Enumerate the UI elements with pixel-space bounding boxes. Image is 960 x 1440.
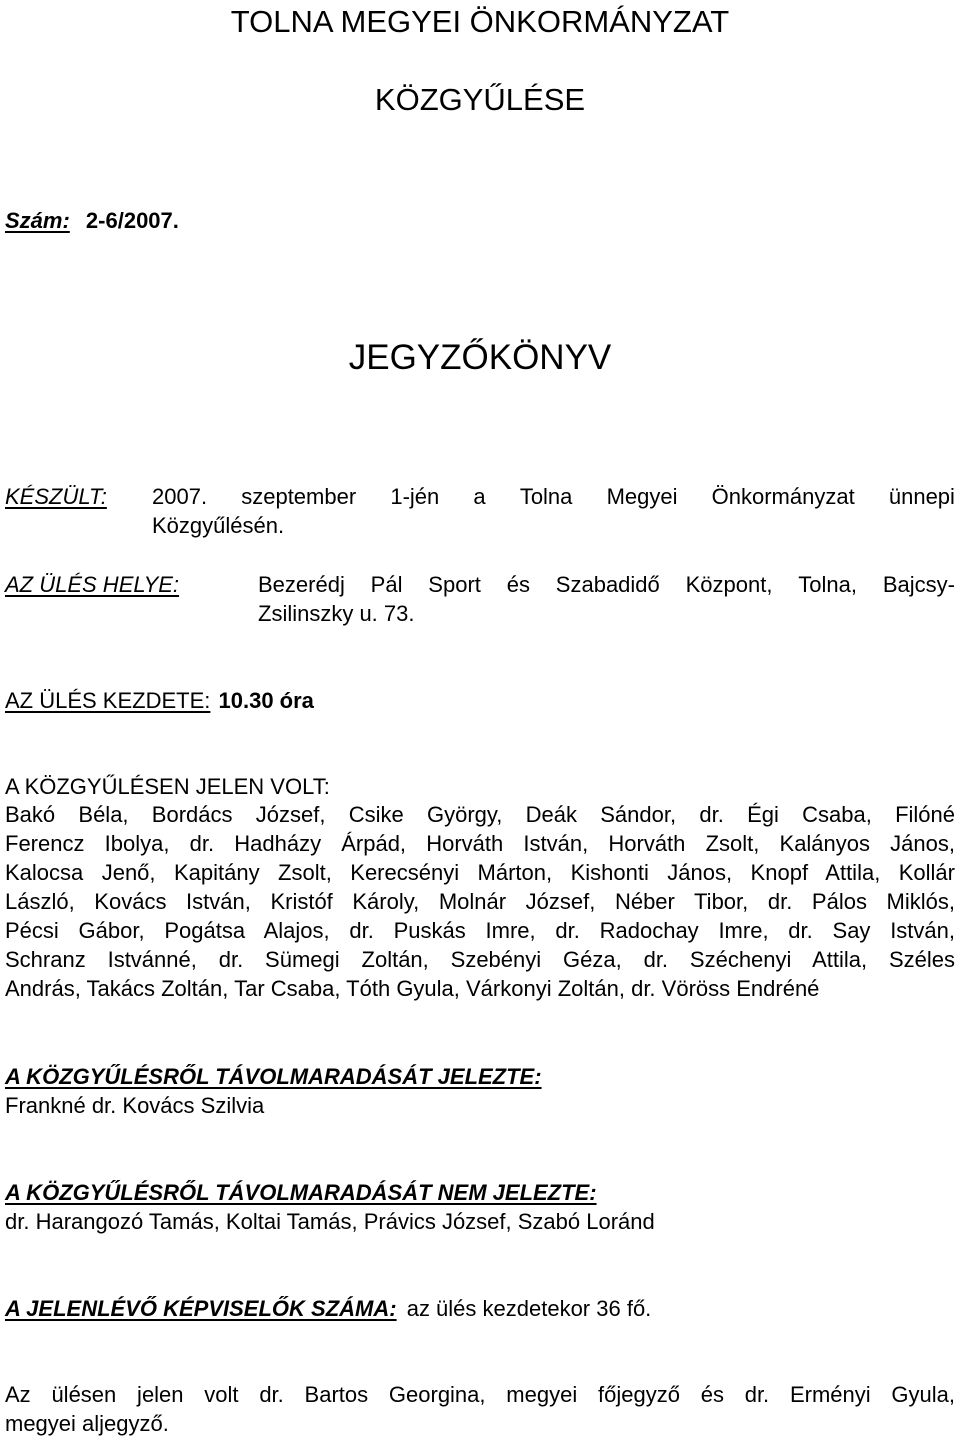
keszult-line-1 <box>152 484 955 510</box>
helye-word: Bajcsy- <box>882 572 955 597</box>
tavol-nem-jelezte-value: dr. Harangozó Tamás, Koltai Tamás, Právics József, Szabó Loránd <box>5 1209 655 1234</box>
kezdete-label: AZ ÜLÉS KEZDETE: <box>5 688 211 713</box>
document-number <box>5 208 179 234</box>
number-label: Szám: <box>5 208 70 233</box>
jelen-line: Bakó Béla, Bordács József, Csike György, Deák Sándor, dr. Égi Csaba, Filóné <box>5 802 955 827</box>
jelen-line: András, Takács Zoltán, Tar Csaba, Tóth Gyula, Várkonyi Zoltán, dr. Vöröss Endréné <box>5 976 820 1001</box>
keszult-word: a <box>473 484 486 509</box>
helye-word: Bezerédj <box>258 572 345 597</box>
keszult-word: 2007. <box>152 484 208 509</box>
helye-label-wrap <box>5 572 179 598</box>
kezdete-row <box>5 688 314 714</box>
jelen-heading: A KÖZGYŰLÉSEN JELEN VOLT: <box>5 774 330 799</box>
number-value: 2-6/2007. <box>85 208 179 233</box>
jelen-line: Schranz Istvánné, dr. Sümegi Zoltán, Szebényi Géza, dr. Széchenyi Attila, Széles <box>5 947 955 972</box>
kepviselok-value: az ülés kezdetekor 36 fő. <box>406 1296 652 1321</box>
tavol-jelezte-value: Frankné dr. Kovács Szilvia <box>5 1093 265 1118</box>
jelen-line: Kalocsa Jenő, Kapitány Zsolt, Kerecsényi Márton, Kishonti János, Knopf Attila, Kollár <box>5 860 955 885</box>
keszult-word: Tolna <box>519 484 573 509</box>
jelen-line: László, Kovács István, Kristóf Károly, Molnár József, Néber Tibor, dr. Pálos Miklós, <box>5 889 955 914</box>
helye-label: AZ ÜLÉS HELYE: <box>5 572 180 597</box>
helye-line-1 <box>258 572 955 598</box>
document-title: JEGYZŐKÖNYV <box>348 338 612 377</box>
header-line-1: TOLNA MEGYEI ÖNKORMÁNYZAT <box>230 4 730 39</box>
helye-line-2: Zsilinszky u. 73. <box>258 601 415 626</box>
helye-word: Sport <box>428 572 481 597</box>
helye-word: Pál <box>370 572 403 597</box>
keszult-word: 1-jén <box>390 484 440 509</box>
kepviselok-row <box>5 1296 651 1322</box>
tavol-nem-jelezte-heading: A KÖZGYŰLÉSRŐL TÁVOLMARADÁSÁT NEM JELEZTE: <box>5 1180 597 1205</box>
header-line-2: KÖZGYŰLÉSE <box>374 82 586 117</box>
keszult-word: Önkormányzat <box>711 484 855 509</box>
keszult-word: ünnepi <box>888 484 955 509</box>
jelen-line: Ferencz Ibolya, dr. Hadházy Árpád, Horváth István, Horváth Zsolt, Kalányos János, <box>5 831 955 856</box>
keszult-line-2: Közgyűlésén. <box>152 513 285 538</box>
kepviselok-label: A JELENLÉVŐ KÉPVISELŐK SZÁMA: <box>5 1296 397 1321</box>
closing-line-2: megyei aljegyző. <box>5 1411 169 1436</box>
closing-line-1: Az ülésen jelen volt dr. Bartos Georgina, megyei főjegyző és dr. Erményi Gyula, <box>5 1382 955 1407</box>
helye-word: Tolna, <box>798 572 857 597</box>
keszult-label-wrap <box>5 484 107 510</box>
helye-word: Központ, <box>685 572 773 597</box>
keszult-word: Megyei <box>606 484 678 509</box>
tavol-jelezte-heading: A KÖZGYŰLÉSRŐL TÁVOLMARADÁSÁT JELEZTE: <box>5 1064 542 1089</box>
helye-word: Szabadidő <box>555 572 660 597</box>
keszult-word: szeptember <box>241 484 357 509</box>
kezdete-value: 10.30 óra <box>218 688 314 713</box>
jelen-line: Pécsi Gábor, Pogátsa Alajos, dr. Puskás Imre, dr. Radochay Imre, dr. Say István, <box>5 918 955 943</box>
helye-word: és <box>506 572 530 597</box>
keszult-label: KÉSZÜLT: <box>5 484 107 509</box>
